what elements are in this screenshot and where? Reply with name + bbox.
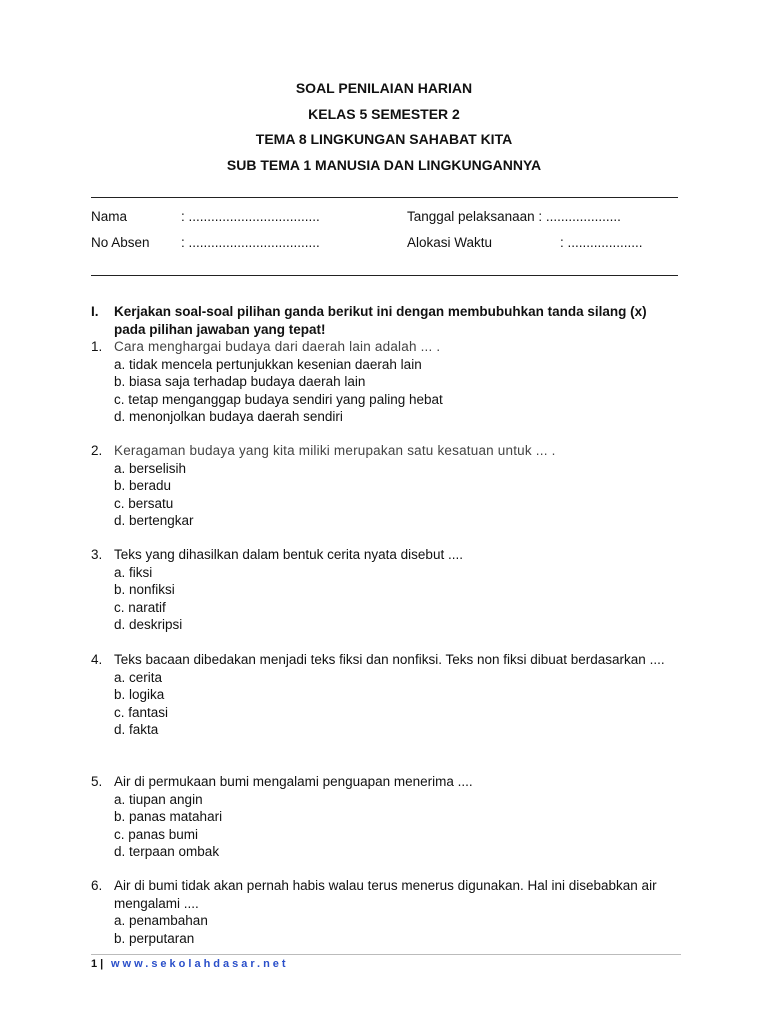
option-d[interactable]: d. deskripsi (114, 617, 183, 632)
question-stem: Air di bumi tidak akan pernah habis walau terus menerus digunakan. Hal ini disebabkan air mengalami .... (114, 878, 657, 911)
option-a[interactable]: a. tiupan angin (114, 791, 203, 807)
header-theme: TEMA 8 LINGKUNGAN SAHABAT KITA (255, 131, 513, 147)
bottom-divider (91, 275, 678, 276)
question-1 (91, 338, 681, 426)
option-c[interactable]: c. bersatu (114, 495, 174, 511)
question-number: 1. (91, 339, 103, 354)
absen-field: : ................................... (181, 235, 320, 250)
option-b[interactable]: b. perputaran (114, 930, 195, 946)
question-5 (91, 773, 681, 861)
question-number: 5. (91, 774, 103, 789)
header-class: KELAS 5 SEMESTER 2 (308, 106, 460, 122)
website-link[interactable]: www.sekolahdasar.net (111, 958, 289, 970)
page-footer (91, 954, 681, 970)
alokasi-field: : .................... (560, 235, 643, 250)
question-stem: Teks yang dihasilkan dalam bentuk cerita nyata disebut .... (114, 547, 463, 562)
question-number: 6. (91, 878, 103, 893)
option-d[interactable]: d. menonjolkan budaya daerah sendiri (114, 409, 343, 424)
alokasi-label: Alokasi Waktu (407, 235, 493, 250)
question-number: 4. (91, 652, 103, 667)
option-b[interactable]: b. biasa saja terhadap budaya daerah lain (114, 374, 366, 389)
header-subtheme: SUB TEMA 1 MANUSIA DAN LINGKUNGANNYA (226, 157, 542, 173)
option-c[interactable]: c. tetap menganggap budaya sendiri yang paling hebat (114, 391, 443, 407)
question-number: 2. (91, 443, 103, 458)
option-b[interactable]: b. logika (114, 687, 165, 702)
option-d[interactable]: d. fakta (114, 722, 159, 737)
option-a[interactable]: a. berselisih (114, 460, 187, 476)
option-b[interactable]: b. panas matahari (114, 809, 223, 824)
instruction-number: I. (91, 304, 99, 319)
page-number: 1 | (91, 958, 104, 970)
option-c[interactable]: c. fantasi (114, 704, 169, 720)
tanggal-field: Tanggal pelaksanaan : .................... (407, 209, 621, 224)
instruction-text: Kerjakan soal-soal pilihan ganda berikut ini dengan membubuhkan tanda silang (x) pada pilihan jawaban yang tepat! (114, 304, 647, 337)
nama-label: Nama (91, 209, 128, 224)
question-stem: Cara menghargai budaya dari daerah lain adalah ... . (114, 339, 441, 354)
option-a[interactable]: a. fiksi (114, 564, 153, 580)
option-c[interactable]: c. naratif (114, 599, 166, 615)
option-d[interactable]: d. terpaan ombak (114, 844, 220, 859)
question-6 (91, 877, 681, 947)
question-3 (91, 546, 681, 634)
question-stem: Keragaman budaya yang kita miliki merupakan satu kesatuan untuk ... . (114, 443, 556, 458)
question-stem: Air di permukaan bumi mengalami penguapan menerima .... (114, 774, 473, 789)
absen-label: No Absen (91, 235, 150, 250)
option-b[interactable]: b. nonfiksi (114, 582, 175, 597)
option-a[interactable]: a. cerita (114, 669, 163, 685)
question-stem: Teks bacaan dibedakan menjadi teks fiksi dan nonfiksi. Teks non fiksi dibuat berdasarkan .... (114, 652, 665, 667)
option-a[interactable]: a. tidak mencela pertunjukkan kesenian daerah lain (114, 356, 422, 372)
option-a[interactable]: a. penambahan (114, 913, 208, 928)
option-c[interactable]: c. panas bumi (114, 826, 199, 842)
option-d[interactable]: d. bertengkar (114, 513, 194, 528)
question-4 (91, 651, 681, 739)
nama-field: : ................................... (181, 209, 320, 224)
header-title: SOAL PENILAIAN HARIAN (295, 80, 473, 96)
top-divider (91, 197, 678, 198)
option-b[interactable]: b. beradu (114, 478, 172, 493)
question-number: 3. (91, 547, 103, 562)
question-2 (91, 442, 681, 530)
